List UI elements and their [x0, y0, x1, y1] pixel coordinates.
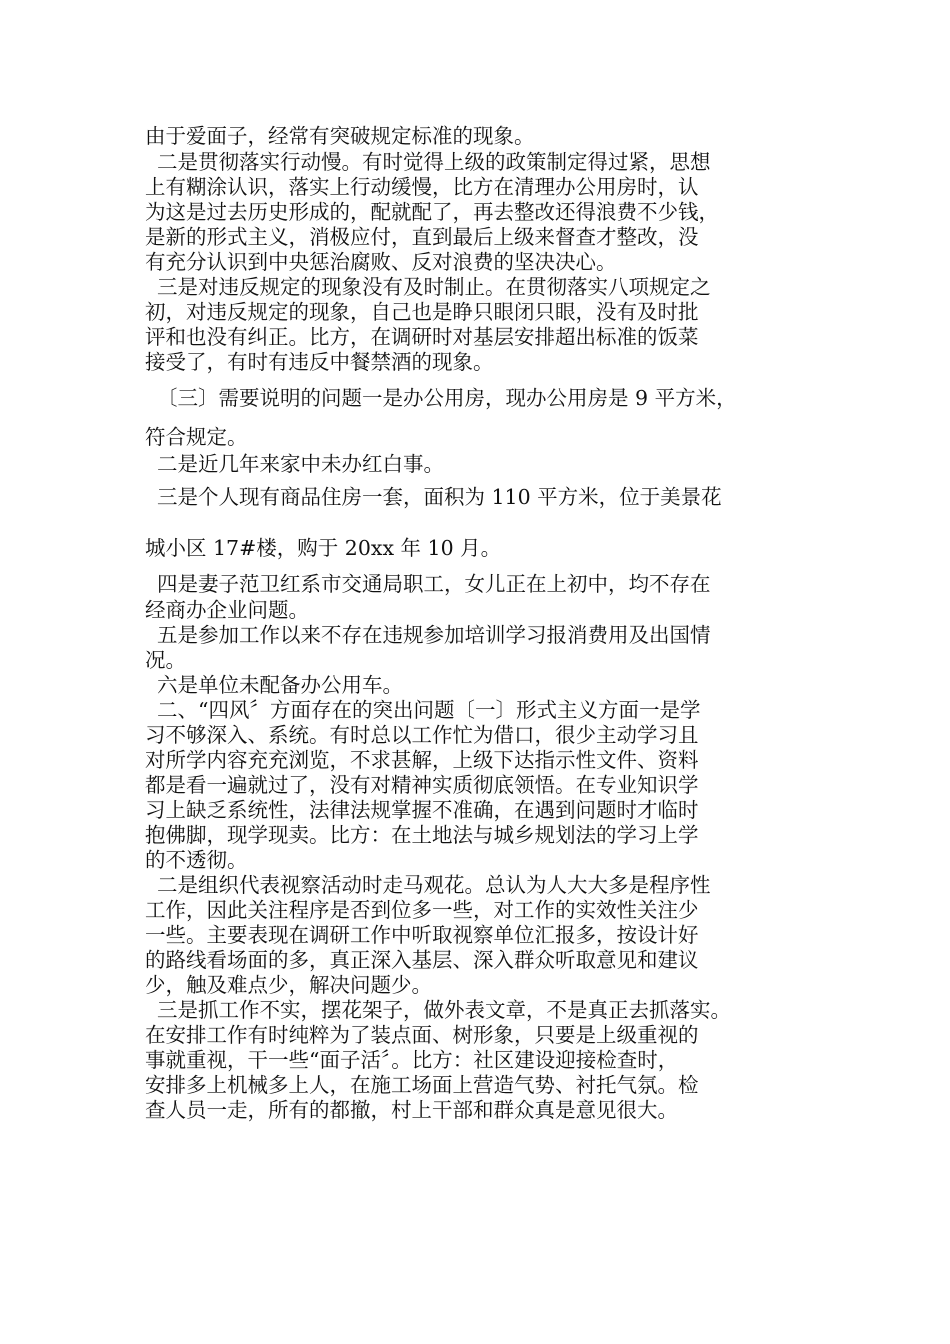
text-line: 六是单位未配备办公用车。	[157, 673, 403, 697]
text-line: 对所学内容充充浏览，不求甚解，上级下达指示性文件、资料	[145, 748, 699, 772]
text-line: 是新的形式主义，消极应付，直到最后上级来督查才整改，没	[145, 225, 699, 249]
text-line: 五是参加工作以来不存在违规参加培训学习报消费用及出国情	[157, 623, 711, 647]
text-line: 有充分认识到中央惩治腐败、反对浪费的坚决决心。	[145, 250, 617, 274]
text-line: 接受了，有时有违反中餐禁酒的现象。	[145, 350, 494, 374]
text-line: 的不透彻。	[145, 848, 248, 872]
text-line: 四是妻子范卫红系市交通局职工，女儿正在上初中，均不存在	[157, 572, 711, 596]
text-line: 三是抓工作不实，摆花架子，做外表文章，不是真正去抓落实。	[157, 998, 731, 1022]
text-line: 经商办企业问题。	[145, 598, 309, 622]
text-line: 城小区 17#楼，购于 20xx 年 10 月。	[145, 536, 502, 560]
text-line: 在安排工作有时纯粹为了装点面、树形象，只要是上级重视的	[145, 1023, 699, 1047]
text-line: 习不够深入、系统。有时总以工作忙为借口，很少主动学习且	[145, 723, 699, 747]
text-line: 由于爱面子，经常有突破规定标准的现象。	[145, 124, 535, 148]
text-line: 为这是过去历史形成的，配就配了，再去整改还得浪费不少钱，	[145, 200, 719, 224]
text-line: 二、“四风〞方面存在的突出问题〔一〕形式主义方面一是学	[157, 698, 701, 722]
text-line: 工作，因此关注程序是否到位多一些，对工作的实效性关注少	[145, 898, 699, 922]
text-line: 都是看一遍就过了，没有对精神实质彻底领悟。在专业知识学	[145, 773, 699, 797]
text-line: 况。	[145, 648, 186, 672]
text-line: 安排多上机械多上人，在施工场面上营造气势、衬托气氛。检	[145, 1073, 699, 1097]
text-line: 抱佛脚，现学现卖。比方：在土地法与城乡规划法的学习上学	[145, 823, 699, 847]
text-line: 上有糊涂认识，落实上行动缓慢，比方在清理办公用房时，认	[145, 175, 699, 199]
text-line: 符合规定。	[145, 425, 248, 449]
text-line: 二是组织代表视察活动时走马观花。总认为人大大多是程序性	[157, 873, 711, 897]
text-line: 习上缺乏系统性，法律法规掌握不准确，在遇到问题时才临时	[145, 798, 699, 822]
text-line: 二是近几年来家中未办红白事。	[157, 452, 444, 476]
text-line: 〔三〕需要说明的问题一是办公用房，现办公用房是 9 平方米，	[157, 386, 737, 410]
text-line: 评和也没有纠正。比方，在调研时对基层安排超出标准的饭菜	[145, 325, 699, 349]
text-line: 事就重视，干一些“面子活〞。比方：社区建设迎接检查时，	[145, 1048, 679, 1072]
text-line: 初，对违反规定的现象，自己也是睁只眼闭只眼，没有及时批	[145, 300, 699, 324]
text-line: 一些。主要表现在调研工作中听取视察单位汇报多，按设计好	[145, 923, 699, 947]
text-line: 的路线看场面的多，真正深入基层、深入群众听取意见和建议	[145, 948, 699, 972]
text-line: 查人员一走，所有的都撤，村上干部和群众真是意见很大。	[145, 1098, 678, 1122]
text-line: 三是对违反规定的现象没有及时制止。在贯彻落实八项规定之	[157, 275, 711, 299]
text-line: 三是个人现有商品住房一套，面积为 110 平方米，位于美景花	[157, 485, 722, 509]
text-line: 少，触及难点少，解决问题少。	[145, 973, 432, 997]
text-line: 二是贯彻落实行动慢。有时觉得上级的政策制定得过紧，思想	[157, 150, 711, 174]
